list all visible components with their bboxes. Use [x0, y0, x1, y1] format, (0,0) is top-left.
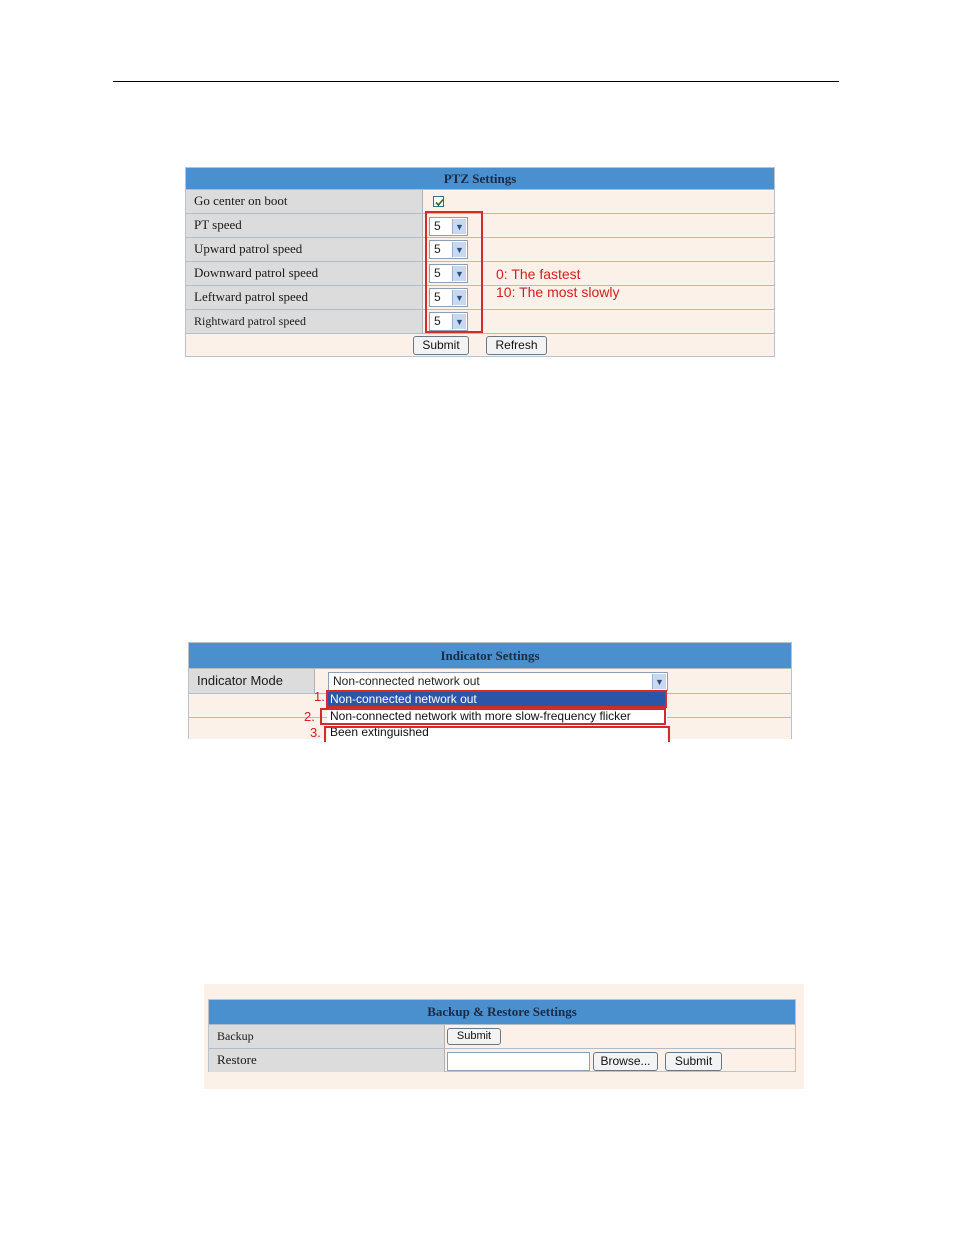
option-marker-1: 1.: [314, 689, 325, 704]
option-marker-2: 2.: [304, 709, 315, 724]
chevron-down-icon: ▼: [652, 674, 666, 689]
browse-button[interactable]: Browse...: [593, 1052, 658, 1071]
backup-label: Backup: [209, 1025, 445, 1048]
restore-label: Restore: [209, 1049, 445, 1072]
chevron-down-icon: ▼: [452, 219, 466, 234]
option-marker-3: 3.: [310, 725, 321, 740]
ptz-submit-button[interactable]: Submit: [413, 336, 469, 355]
option-2-highlight: [320, 708, 666, 725]
indicator-settings-title: Indicator Settings: [189, 643, 791, 668]
speed-note-fastest: 0: The fastest: [496, 266, 581, 282]
speed-label: Leftward patrol speed: [186, 286, 423, 309]
option-3-highlight: [324, 726, 670, 742]
restore-row: [209, 1048, 795, 1072]
chevron-down-icon: ▼: [452, 242, 466, 257]
select-value: Non-connected network out: [333, 674, 480, 688]
go-center-label: Go center on boot: [186, 190, 423, 213]
restore-submit-button[interactable]: Submit: [665, 1052, 722, 1071]
option-extinguished[interactable]: Been extinguished: [330, 725, 429, 739]
speed-label: Upward patrol speed: [186, 238, 423, 261]
backup-submit-button[interactable]: Submit: [447, 1028, 501, 1045]
chevron-down-icon: ▼: [452, 314, 466, 329]
select-value: 5: [434, 242, 441, 256]
select-value: 5: [434, 219, 441, 233]
page-header-rule: [113, 81, 839, 82]
ptz-settings-title: PTZ Settings: [186, 168, 774, 189]
indicator-mode-select[interactable]: [328, 672, 668, 691]
checkmark-icon: [434, 197, 445, 208]
restore-file-input[interactable]: [447, 1052, 590, 1071]
go-center-row: [186, 189, 774, 213]
indicator-mode-label: Indicator Mode: [189, 669, 315, 693]
speed-selects-highlight: [425, 211, 483, 333]
speed-label: Downward patrol speed: [186, 262, 423, 285]
ptz-buttons-row: [186, 333, 774, 357]
go-center-checkbox[interactable]: [433, 196, 444, 207]
option-1-highlight: [326, 690, 667, 708]
speed-label: Rightward patrol speed: [186, 310, 423, 333]
select-value: 5: [434, 314, 441, 328]
chevron-down-icon: ▼: [452, 290, 466, 305]
option-non-connected-out[interactable]: Non-connected network out: [327, 691, 667, 707]
speed-note-slowest: 10: The most slowly: [496, 284, 620, 300]
backup-restore-title: Backup & Restore Settings: [209, 1000, 795, 1024]
ptz-refresh-button[interactable]: Refresh: [486, 336, 547, 355]
backup-restore-panel: [208, 999, 796, 1072]
chevron-down-icon: ▼: [452, 266, 466, 281]
speed-label: PT speed: [186, 214, 423, 237]
select-value: 5: [434, 266, 441, 280]
select-value: 5: [434, 290, 441, 304]
backup-row: [209, 1024, 795, 1048]
option-slow-flicker[interactable]: Non-connected network with more slow-frequency flicker: [330, 709, 631, 723]
